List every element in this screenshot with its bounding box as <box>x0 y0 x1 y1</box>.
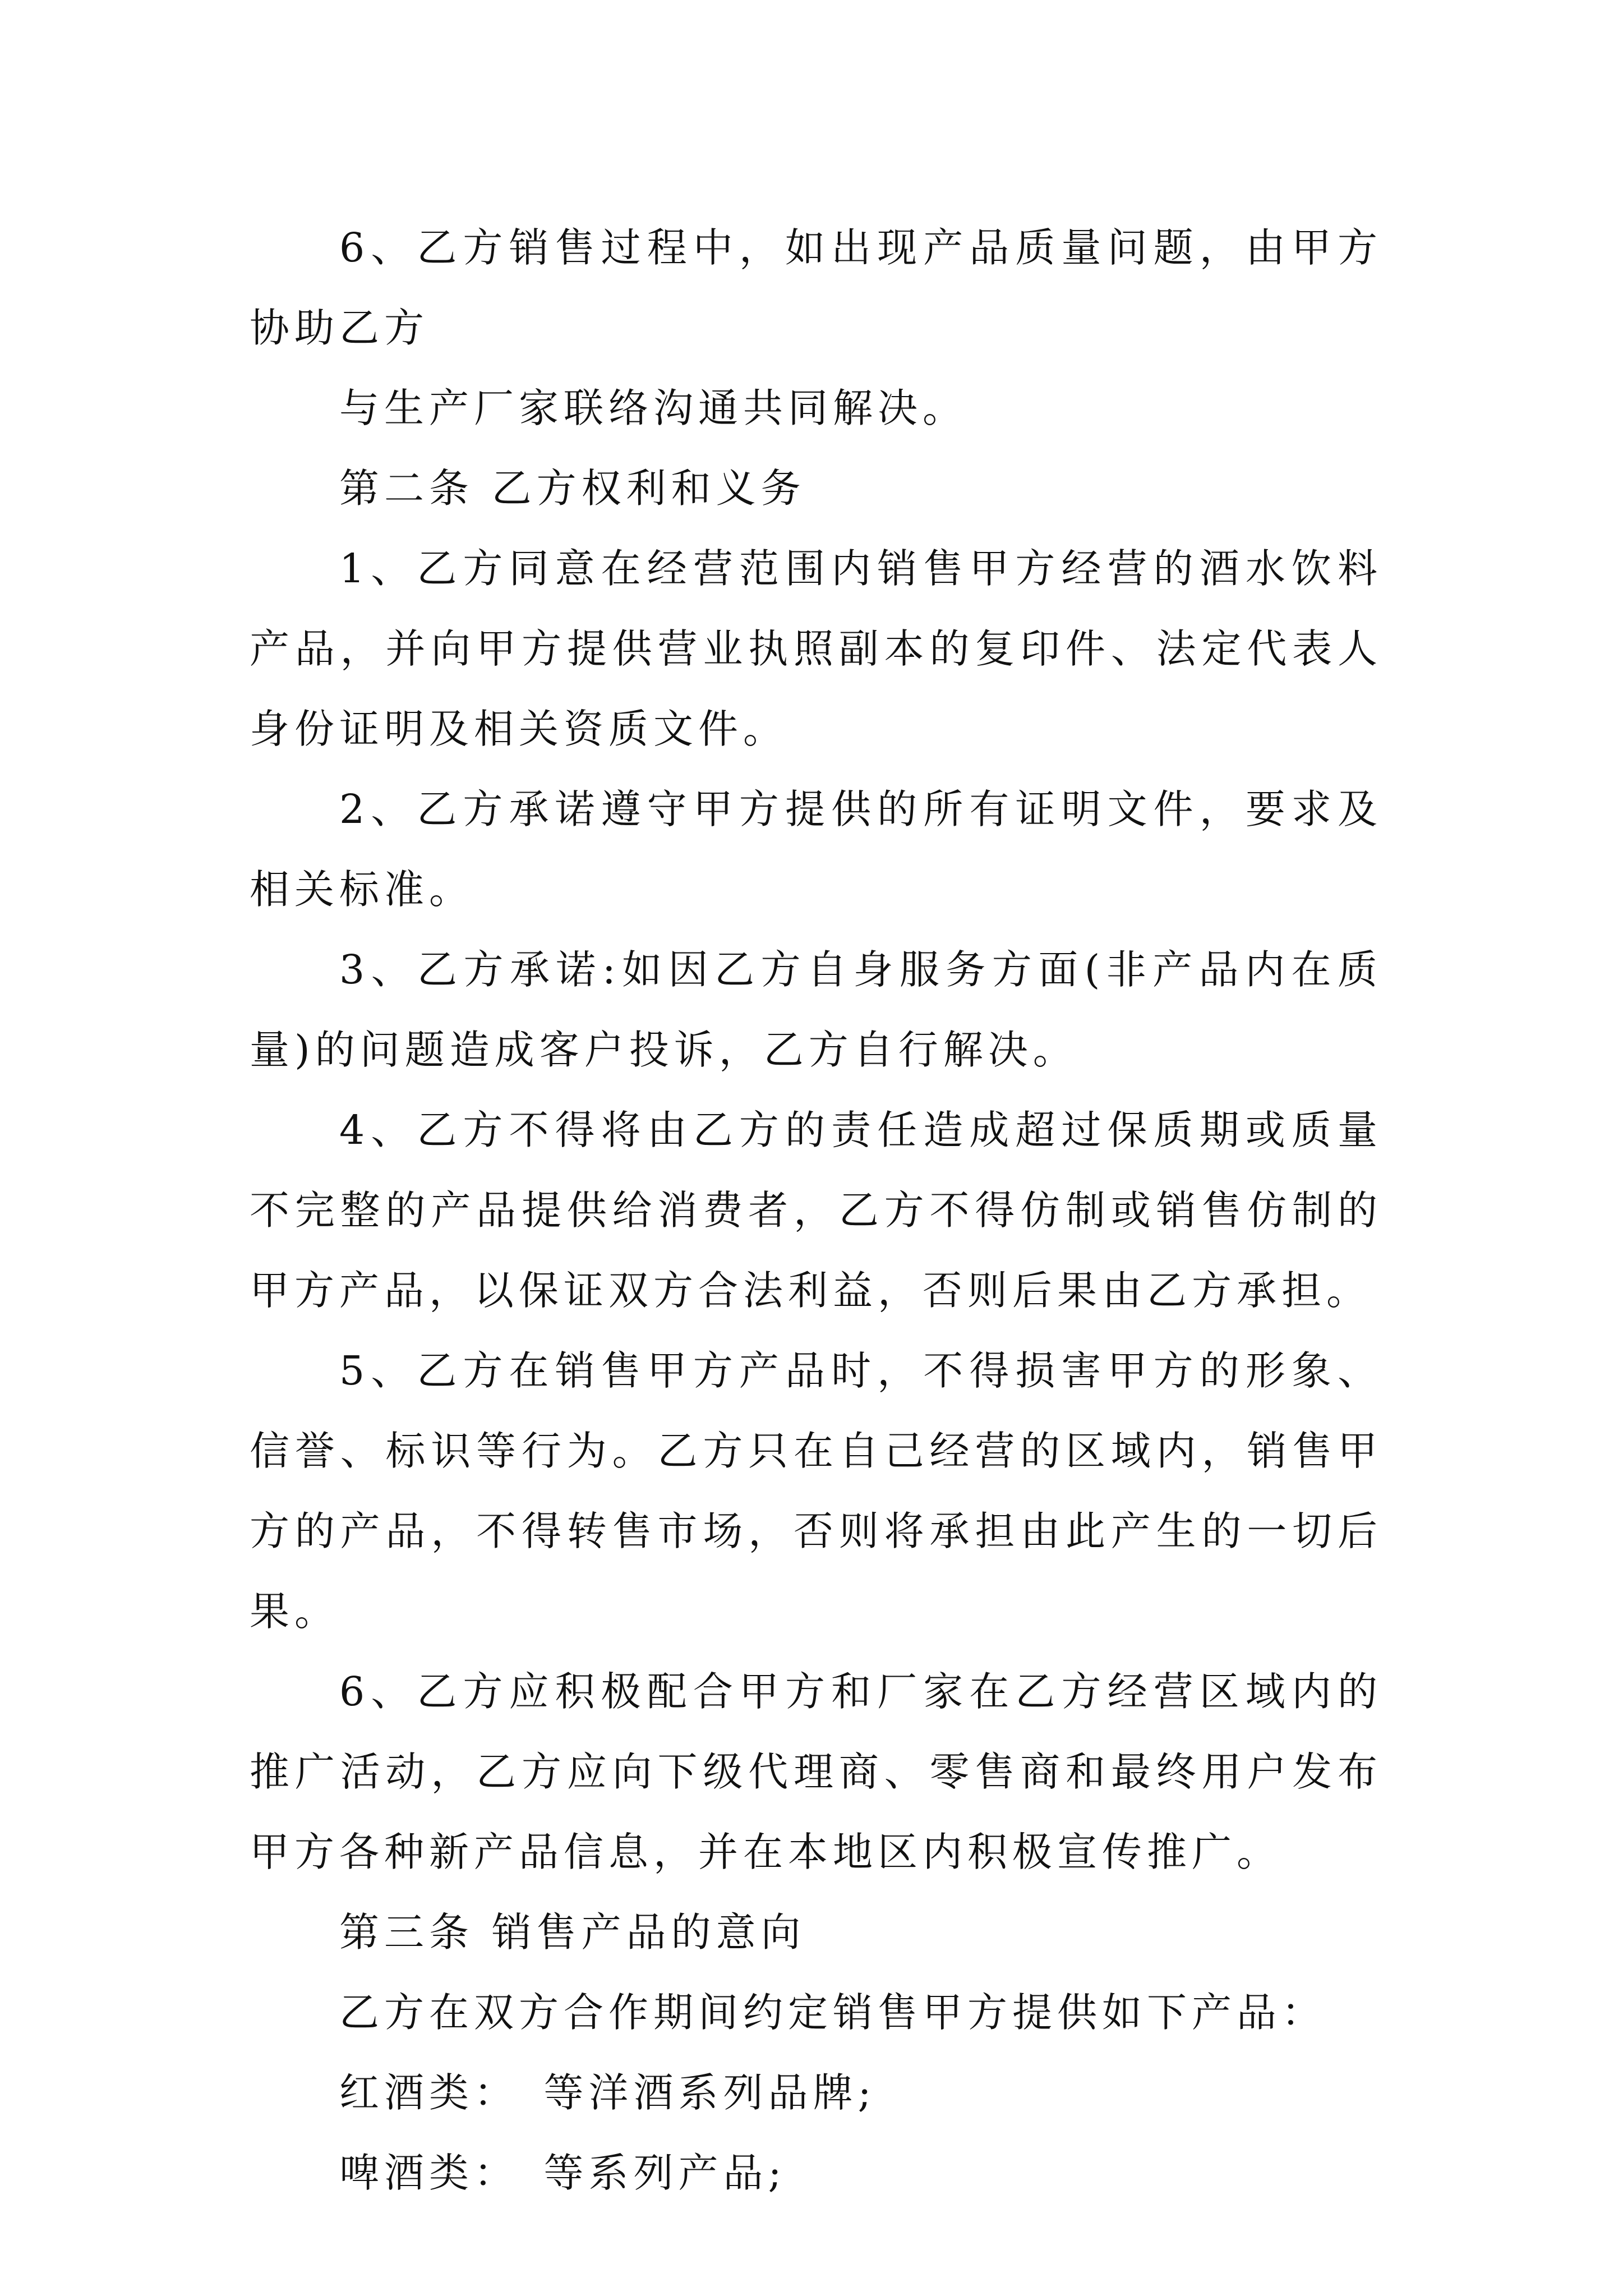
article-3-intro: 乙方在双方合作期间约定销售甲方提供如下产品： <box>339 1989 1327 2036</box>
article-2-item-6: 6、乙方应积极配合甲方和厂家在乙方经营区域内的推广活动，乙方应向下级代理商、零售商和最终用户发布甲方各种新产品信息，并在本地区内积极宣传推广。 <box>250 1668 1382 1875</box>
article-2-item-1: 1、乙方同意在经营范围内销售甲方经营的酒水饮料产品，并向甲方提供营业执照副本的复印件、法定代表人身份证明及相关资质文件。 <box>250 545 1382 752</box>
article-3-heading: 第三条 销售产品的意向 <box>339 1909 806 1955</box>
clause-1-item-6: 6、乙方销售过程中，如出现产品质量问题，由甲方协助乙方 <box>250 224 1382 351</box>
article-2-item-5: 5、乙方在销售甲方产品时，不得损害甲方的形象、信誉、标识等行为。乙方只在自己经营的区域内，销售甲方的产品，不得转售市场，否则将承担由此产生的一切后果。 <box>250 1347 1382 1635</box>
article-2-item-2: 2、乙方承诺遵守甲方提供的所有证明文件，要求及相关标准。 <box>250 786 1382 913</box>
article-2-heading: 第二条 乙方权利和义务 <box>339 465 806 512</box>
article-2-item-3: 3、乙方承诺:如因乙方自身服务方面(非产品内在质量)的问题造成客户投诉，乙方自行解决。 <box>250 946 1382 1073</box>
document-body <box>250 208 1382 2213</box>
product-line-red-wine: 红酒类： 等洋酒系列品牌; <box>339 2069 877 2116</box>
product-line-beer: 啤酒类： 等系列产品; <box>339 2150 787 2196</box>
article-2-item-4: 4、乙方不得将由乙方的责任造成超过保质期或质量不完整的产品提供给消费者，乙方不得仿制或销售仿制的甲方产品，以保证双方合法利益，否则后果由乙方承担。 <box>250 1107 1382 1314</box>
clause-1-item-6-continued: 与生产厂家联络沟通共同解决。 <box>339 385 968 431</box>
